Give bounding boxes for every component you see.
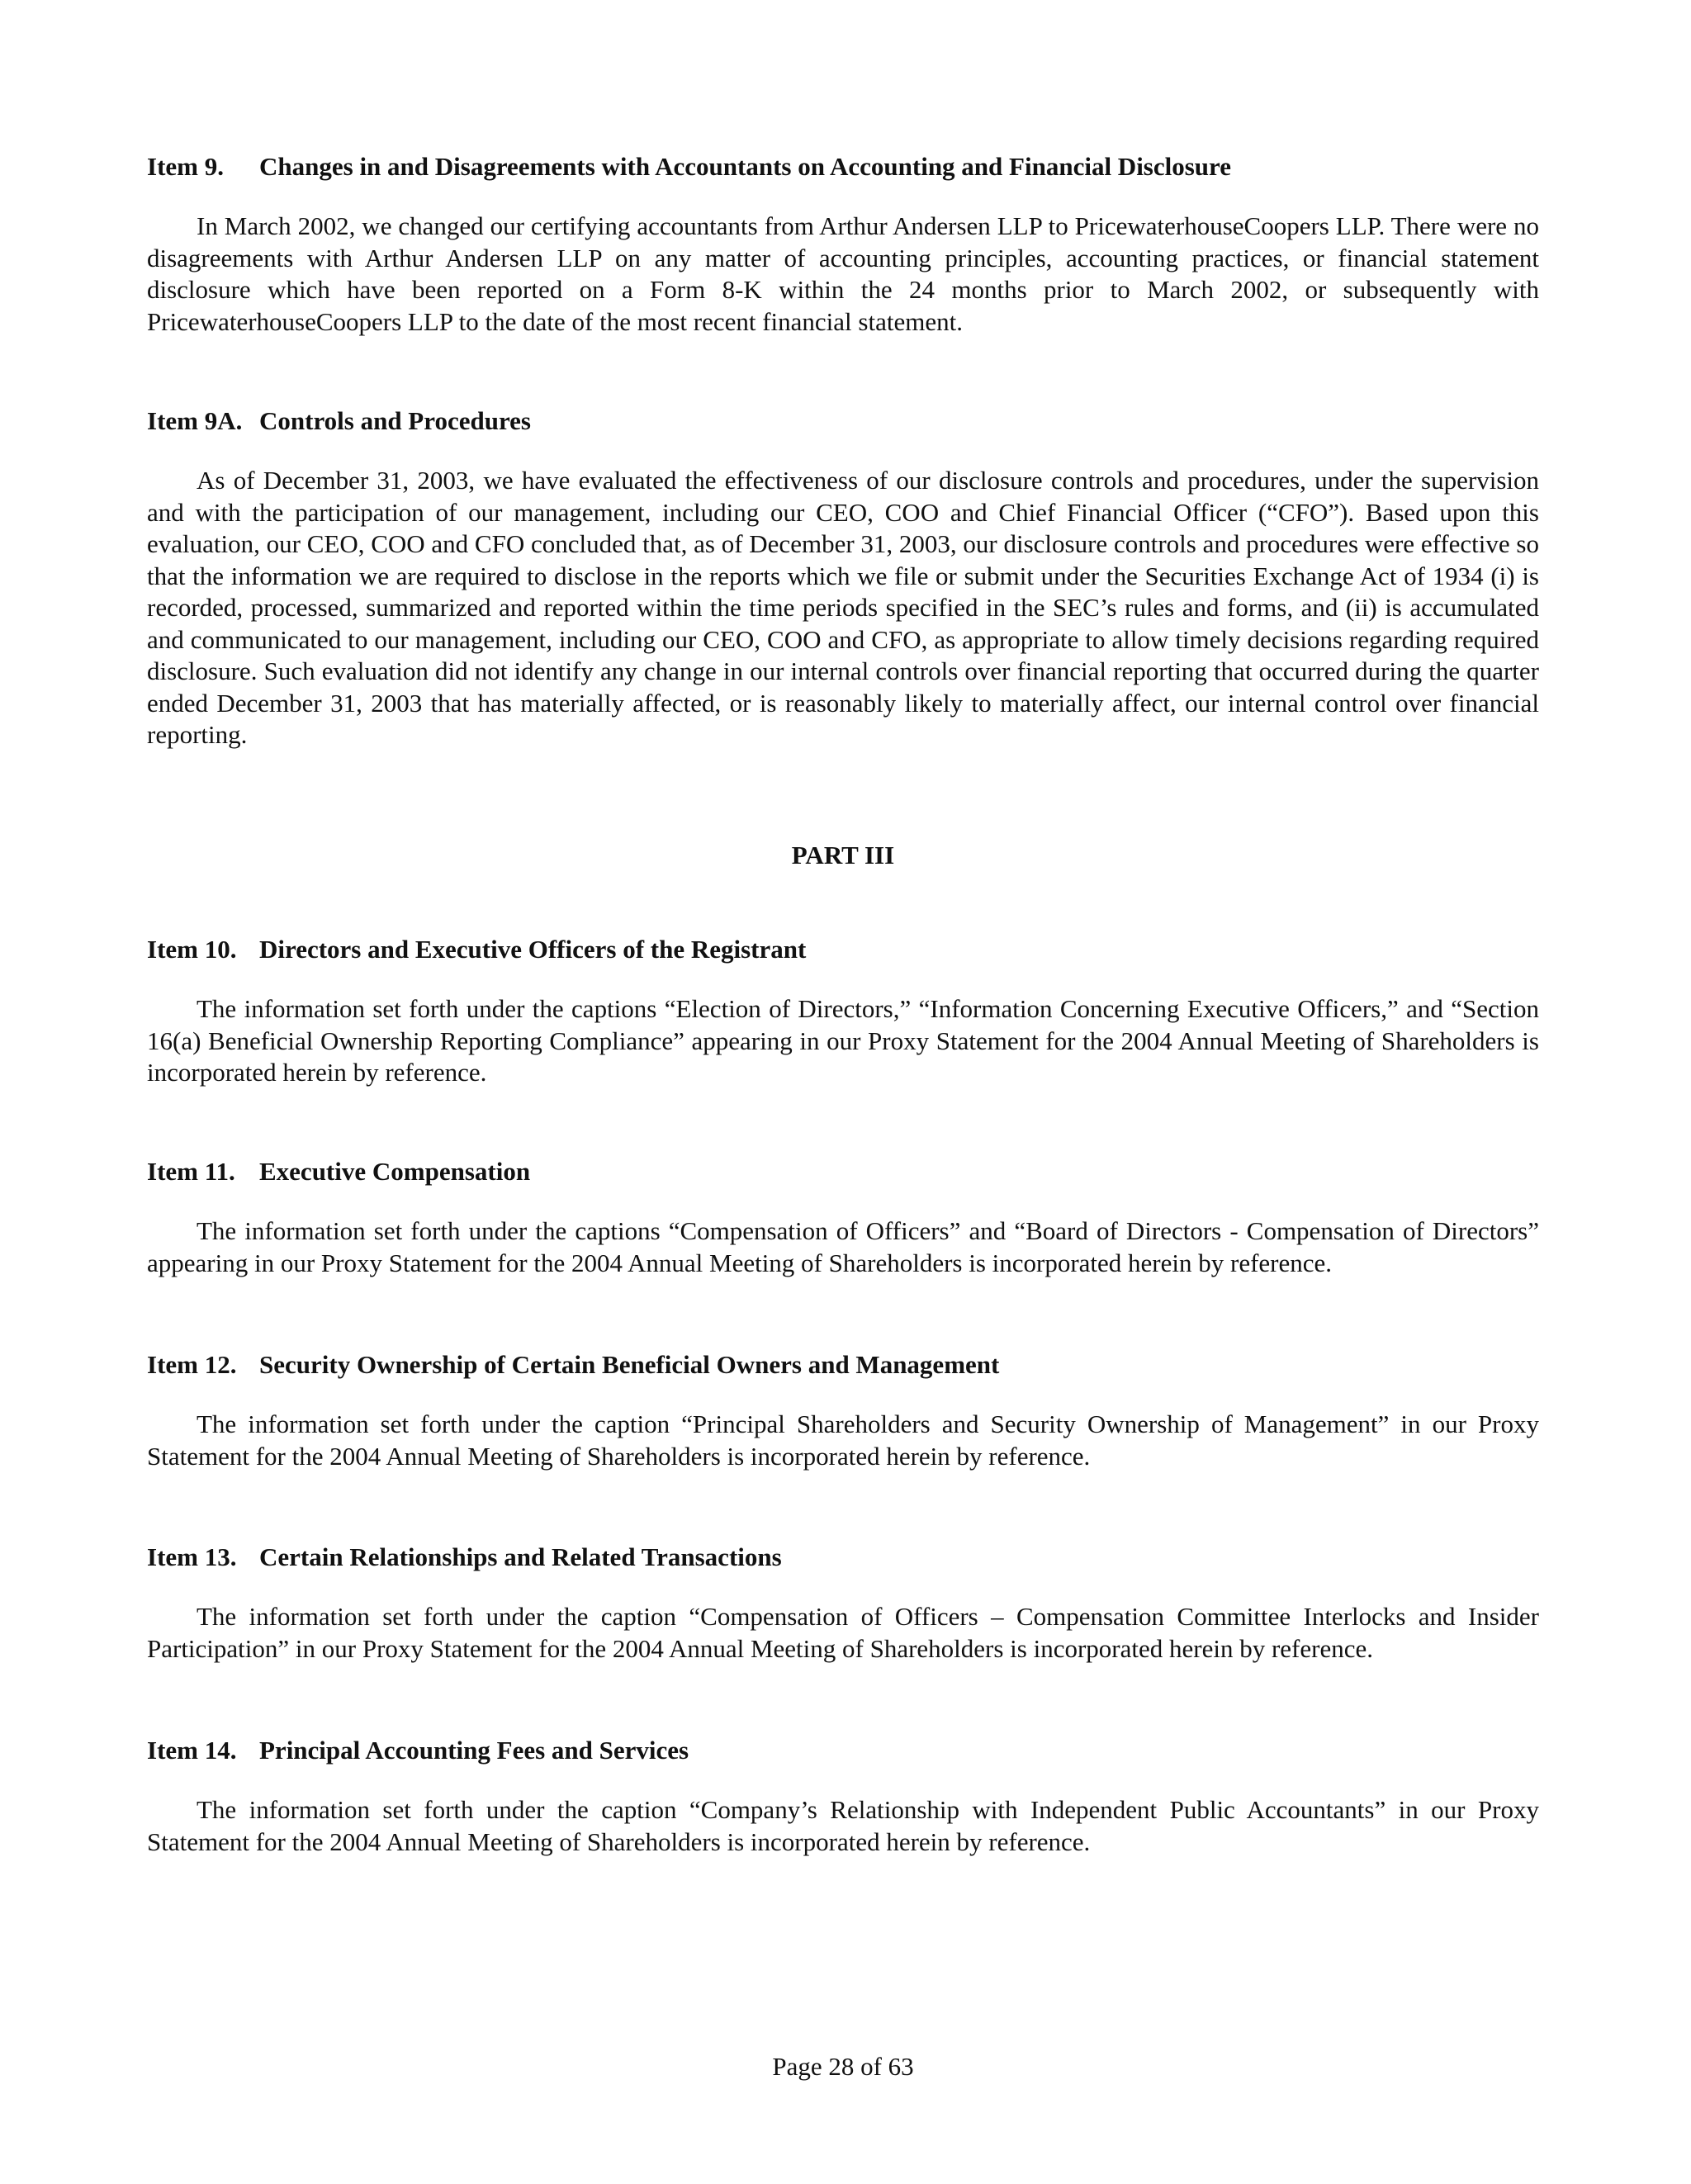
item-9-body: In March 2002, we changed our certifying accountants from Arthur Andersen LLP to PricewaterhouseCoopers LLP. There were no disagreements with Arthur Andersen LLP on any matter of accounting principles, accounting practices, or financial statement disclosure which have been reported on a Form 8-K within the 24 months prior to March 2002, or subsequently with PricewaterhouseCoopers LLP to the date of the most recent financial statement.	[147, 211, 1539, 336]
item-12-section	[147, 1349, 1539, 1472]
item-10-heading	[147, 934, 1539, 965]
item-12-body: The information set forth under the caption “Principal Shareholders and Security Ownership of Management” in our Proxy Statement for the 2004 Annual Meeting of Shareholders is incorporated herein by reference.	[147, 1409, 1539, 1471]
item-9a-body: As of December 31, 2003, we have evaluated the effectiveness of our disclosure controls and procedures, under the supervision and with the participation of our management, including our CEO, COO and Chief Financial Officer (“CFO”). Based upon this evaluation, our CEO, COO and CFO concluded that, as of December 31, 2003, our disclosure controls and procedures were effective so that the information we are required to disclose in the reports which we file or submit under the Securities Exchange Act of 1934 (i) is recorded, processed, summarized and reported within the time periods specified in the SEC’s rules and forms, and (ii) is accumulated and communicated to our management, including our CEO, COO and CFO, as appropriate to allow timely decisions regarding required disclosure. Such evaluation did not identify any change in our internal controls over financial reporting that occurred during the quarter ended December 31, 2003 that has materially affected, or is reasonably likely to materially affect, our internal control over financial reporting.	[147, 466, 1539, 749]
item-9a-heading	[147, 405, 1539, 437]
item-12-number: Item 12.	[147, 1350, 237, 1379]
item-14-title: Principal Accounting Fees and Services	[259, 1736, 689, 1765]
item-9-heading	[147, 151, 1539, 182]
item-9a-title: Controls and Procedures	[259, 406, 531, 435]
item-14-section	[147, 1735, 1539, 1858]
item-12-heading	[147, 1349, 1539, 1381]
part-heading: PART III	[791, 841, 895, 869]
item-10-body: The information set forth under the captions “Election of Directors,” “Information Concerning Executive Officers,” and “Section 16(a) Beneficial Ownership Reporting Compliance” appearing in our Proxy Statement for the 2004 Annual Meeting of Shareholders is incorporated herein by reference.	[147, 994, 1539, 1087]
item-14-heading	[147, 1735, 1539, 1766]
item-9-number: Item 9.	[147, 152, 224, 181]
item-9-title: Changes in and Disagreements with Accountants on Accounting and Financial Disclosure	[259, 152, 1232, 181]
item-13-body: The information set forth under the caption “Compensation of Officers – Compensation Committee Interlocks and Insider Participation” in our Proxy Statement for the 2004 Annual Meeting of Shareholders is incorporated herein by reference.	[147, 1602, 1539, 1663]
item-13-heading	[147, 1542, 1539, 1573]
page-number: Page 28 of 63	[772, 2052, 914, 2081]
item-12-title: Security Ownership of Certain Beneficial Owners and Management	[259, 1350, 1000, 1379]
item-10-title: Directors and Executive Officers of the Registrant	[259, 935, 807, 964]
item-13-title: Certain Relationships and Related Transactions	[259, 1542, 782, 1571]
item-14-number: Item 14.	[147, 1736, 237, 1765]
item-11-number: Item 11.	[147, 1157, 235, 1186]
item-13-section	[147, 1542, 1539, 1665]
item-13-number: Item 13.	[147, 1542, 237, 1571]
item-11-heading	[147, 1156, 1539, 1187]
item-11-title: Executive Compensation	[259, 1157, 531, 1186]
item-9-section	[147, 151, 1539, 338]
document-page	[147, 0, 1539, 2184]
item-10-number: Item 10.	[147, 935, 237, 964]
item-11-section	[147, 1156, 1539, 1279]
item-11-body: The information set forth under the captions “Compensation of Officers” and “Board of Directors - Compensation of Directors” appearing in our Proxy Statement for the 2004 Annual Meeting of Shareholders is incorporated herein by reference.	[147, 1216, 1539, 1277]
item-9a-section	[147, 405, 1539, 751]
item-9a-number: Item 9A.	[147, 406, 243, 435]
item-14-body: The information set forth under the caption “Company’s Relationship with Independent Public Accountants” in our Proxy Statement for the 2004 Annual Meeting of Shareholders is incorporated herein by reference.	[147, 1795, 1539, 1856]
item-10-section	[147, 934, 1539, 1089]
